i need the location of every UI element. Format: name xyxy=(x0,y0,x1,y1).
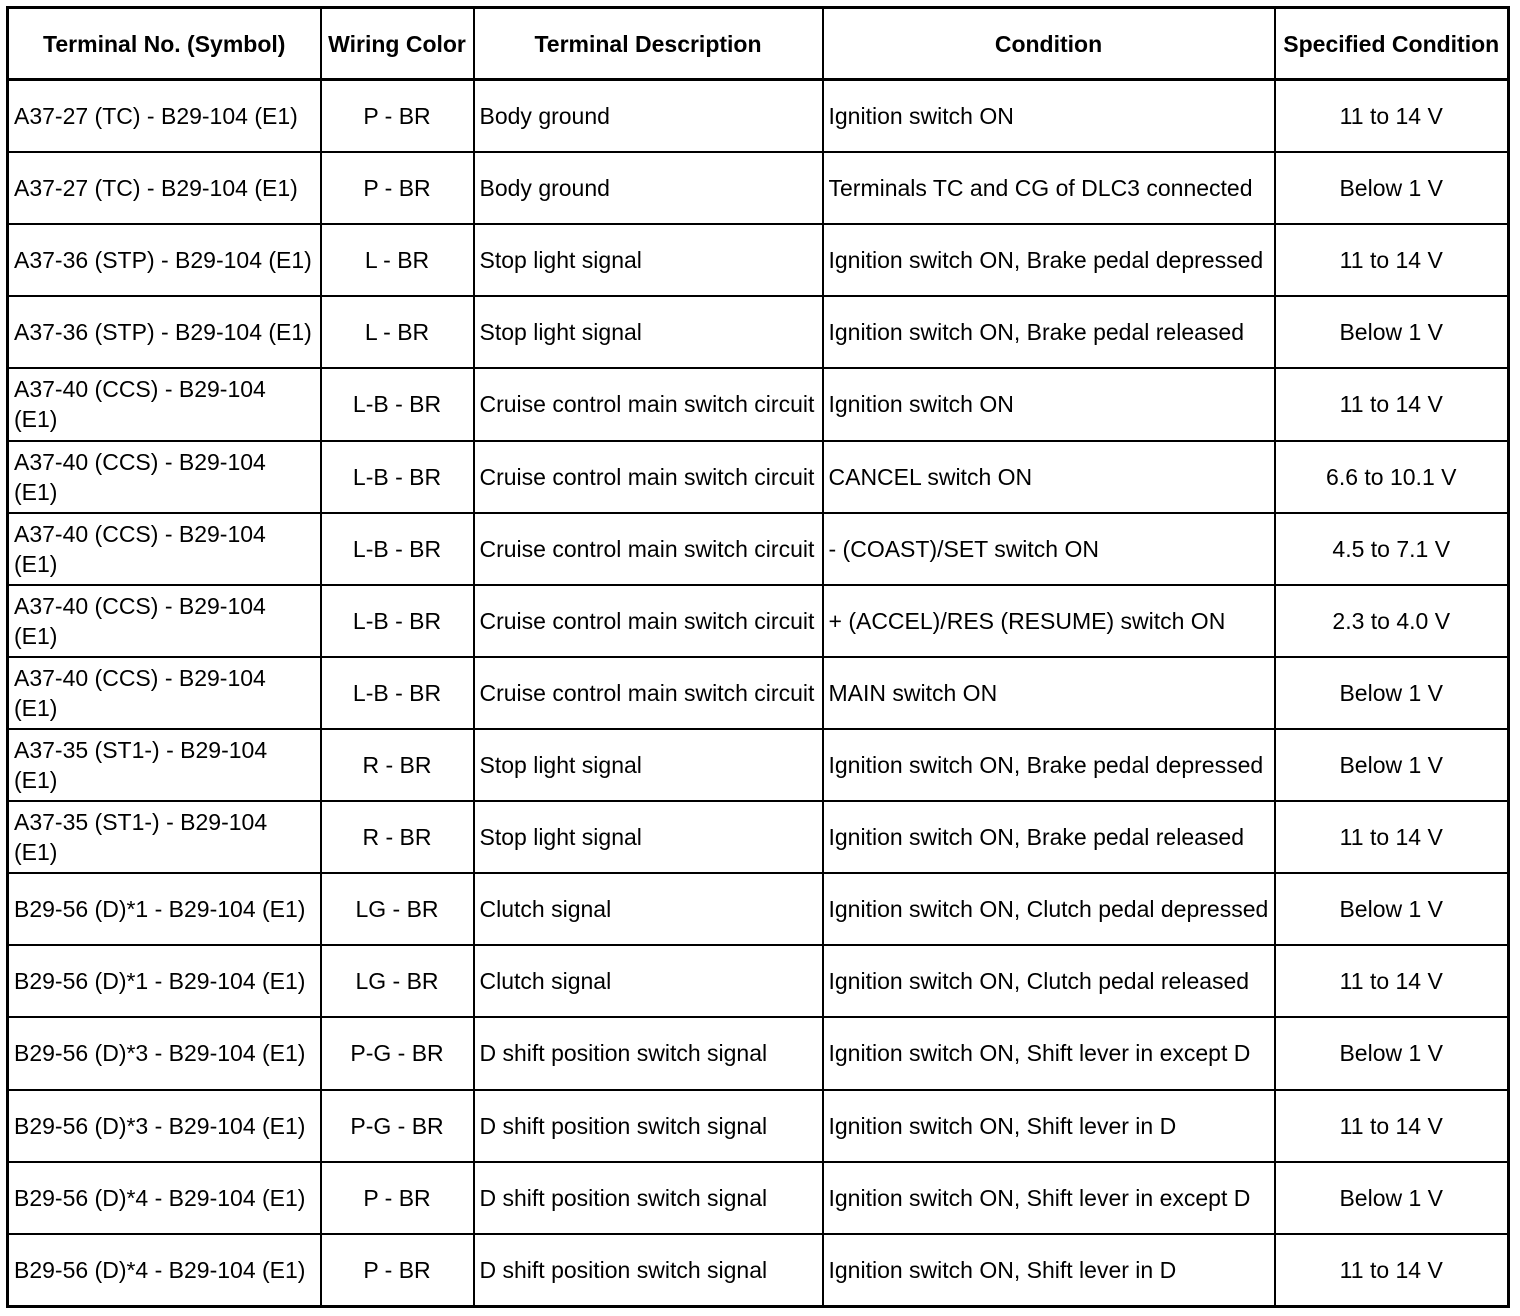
cell-specified-condition: Below 1 V xyxy=(1275,152,1509,224)
cell-wiring-color: L-B - BR xyxy=(321,441,474,513)
cell-condition: Ignition switch ON, Brake pedal released xyxy=(823,296,1275,368)
table-row xyxy=(8,513,1509,585)
cell-wiring-color: P - BR xyxy=(321,152,474,224)
cell-specified-condition: Below 1 V xyxy=(1275,1017,1509,1089)
cell-condition: + (ACCEL)/RES (RESUME) switch ON xyxy=(823,585,1275,657)
cell-terminal: B29-56 (D)*4 - B29-104 (E1) xyxy=(8,1162,321,1234)
cell-specified-condition: Below 1 V xyxy=(1275,729,1509,801)
cell-wiring-color: R - BR xyxy=(321,729,474,801)
table-header xyxy=(8,8,1509,80)
cell-specified-condition: 11 to 14 V xyxy=(1275,80,1509,153)
cell-terminal-description: D shift position switch signal xyxy=(474,1090,823,1162)
cell-wiring-color: L - BR xyxy=(321,296,474,368)
cell-condition: CANCEL switch ON xyxy=(823,441,1275,513)
cell-terminal-description: Cruise control main switch circuit xyxy=(474,585,823,657)
cell-terminal-description: Clutch signal xyxy=(474,873,823,945)
cell-wiring-color: P - BR xyxy=(321,1234,474,1307)
terminal-spec-table xyxy=(6,6,1510,1308)
table-row xyxy=(8,368,1509,440)
table-row xyxy=(8,80,1509,153)
table-row xyxy=(8,945,1509,1017)
cell-terminal-description: Stop light signal xyxy=(474,801,823,873)
table-row xyxy=(8,801,1509,873)
header-row xyxy=(8,8,1509,80)
table-row xyxy=(8,152,1509,224)
cell-condition: Terminals TC and CG of DLC3 connected xyxy=(823,152,1275,224)
cell-wiring-color: P-G - BR xyxy=(321,1090,474,1162)
cell-specified-condition: 11 to 14 V xyxy=(1275,368,1509,440)
cell-wiring-color: R - BR xyxy=(321,801,474,873)
table-row xyxy=(8,585,1509,657)
cell-specified-condition: 4.5 to 7.1 V xyxy=(1275,513,1509,585)
cell-terminal-description: Body ground xyxy=(474,80,823,153)
cell-condition: Ignition switch ON, Shift lever in except D xyxy=(823,1017,1275,1089)
cell-specified-condition: 6.6 to 10.1 V xyxy=(1275,441,1509,513)
cell-specified-condition: Below 1 V xyxy=(1275,1162,1509,1234)
table-row xyxy=(8,296,1509,368)
cell-terminal-description: Stop light signal xyxy=(474,729,823,801)
cell-terminal: B29-56 (D)*1 - B29-104 (E1) xyxy=(8,873,321,945)
cell-wiring-color: LG - BR xyxy=(321,945,474,1017)
cell-terminal: A37-40 (CCS) - B29-104 (E1) xyxy=(8,368,321,440)
cell-specified-condition: Below 1 V xyxy=(1275,296,1509,368)
cell-wiring-color: L-B - BR xyxy=(321,513,474,585)
cell-terminal: A37-35 (ST1-) - B29-104 (E1) xyxy=(8,729,321,801)
table-row xyxy=(8,441,1509,513)
cell-terminal: B29-56 (D)*3 - B29-104 (E1) xyxy=(8,1090,321,1162)
cell-terminal-description: D shift position switch signal xyxy=(474,1162,823,1234)
cell-terminal-description: D shift position switch signal xyxy=(474,1234,823,1307)
cell-terminal: B29-56 (D)*1 - B29-104 (E1) xyxy=(8,945,321,1017)
cell-specified-condition: Below 1 V xyxy=(1275,657,1509,729)
header-terminal-no: Terminal No. (Symbol) xyxy=(8,8,321,80)
cell-terminal: A37-40 (CCS) - B29-104 (E1) xyxy=(8,513,321,585)
header-condition: Condition xyxy=(823,8,1275,80)
cell-condition: Ignition switch ON, Shift lever in D xyxy=(823,1234,1275,1307)
cell-terminal: A37-35 (ST1-) - B29-104 (E1) xyxy=(8,801,321,873)
cell-condition: Ignition switch ON, Clutch pedal depressed xyxy=(823,873,1275,945)
table-body xyxy=(8,80,1509,1307)
cell-wiring-color: P-G - BR xyxy=(321,1017,474,1089)
cell-condition: Ignition switch ON, Brake pedal depressed xyxy=(823,224,1275,296)
cell-terminal: A37-27 (TC) - B29-104 (E1) xyxy=(8,80,321,153)
cell-condition: Ignition switch ON, Brake pedal depressed xyxy=(823,729,1275,801)
header-specified-condition: Specified Condition xyxy=(1275,8,1509,80)
cell-condition: Ignition switch ON, Clutch pedal released xyxy=(823,945,1275,1017)
cell-terminal: A37-40 (CCS) - B29-104 (E1) xyxy=(8,657,321,729)
cell-terminal-description: D shift position switch signal xyxy=(474,1017,823,1089)
cell-condition: Ignition switch ON xyxy=(823,368,1275,440)
cell-specified-condition: 2.3 to 4.0 V xyxy=(1275,585,1509,657)
cell-condition: MAIN switch ON xyxy=(823,657,1275,729)
cell-terminal: A37-27 (TC) - B29-104 (E1) xyxy=(8,152,321,224)
cell-terminal-description: Body ground xyxy=(474,152,823,224)
cell-condition: Ignition switch ON, Brake pedal released xyxy=(823,801,1275,873)
cell-wiring-color: LG - BR xyxy=(321,873,474,945)
cell-terminal: A37-40 (CCS) - B29-104 (E1) xyxy=(8,441,321,513)
cell-wiring-color: L-B - BR xyxy=(321,368,474,440)
table-row xyxy=(8,873,1509,945)
table-row xyxy=(8,224,1509,296)
table-row xyxy=(8,729,1509,801)
cell-specified-condition: 11 to 14 V xyxy=(1275,1090,1509,1162)
cell-terminal-description: Cruise control main switch circuit xyxy=(474,441,823,513)
cell-wiring-color: P - BR xyxy=(321,1162,474,1234)
cell-wiring-color: L - BR xyxy=(321,224,474,296)
cell-terminal: B29-56 (D)*3 - B29-104 (E1) xyxy=(8,1017,321,1089)
cell-specified-condition: 11 to 14 V xyxy=(1275,224,1509,296)
cell-condition: Ignition switch ON, Shift lever in except D xyxy=(823,1162,1275,1234)
cell-specified-condition: 11 to 14 V xyxy=(1275,945,1509,1017)
cell-specified-condition: Below 1 V xyxy=(1275,873,1509,945)
cell-specified-condition: 11 to 14 V xyxy=(1275,801,1509,873)
cell-terminal: A37-36 (STP) - B29-104 (E1) xyxy=(8,224,321,296)
cell-condition: - (COAST)/SET switch ON xyxy=(823,513,1275,585)
table-row xyxy=(8,657,1509,729)
cell-terminal: A37-40 (CCS) - B29-104 (E1) xyxy=(8,585,321,657)
cell-terminal-description: Stop light signal xyxy=(474,224,823,296)
table-row xyxy=(8,1017,1509,1089)
table-row xyxy=(8,1162,1509,1234)
header-terminal-description: Terminal Description xyxy=(474,8,823,80)
cell-specified-condition: 11 to 14 V xyxy=(1275,1234,1509,1307)
header-wiring-color: Wiring Color xyxy=(321,8,474,80)
table-row xyxy=(8,1234,1509,1307)
cell-terminal: B29-56 (D)*4 - B29-104 (E1) xyxy=(8,1234,321,1307)
cell-terminal-description: Cruise control main switch circuit xyxy=(474,513,823,585)
cell-condition: Ignition switch ON xyxy=(823,80,1275,153)
cell-terminal-description: Clutch signal xyxy=(474,945,823,1017)
cell-wiring-color: L-B - BR xyxy=(321,585,474,657)
cell-terminal-description: Cruise control main switch circuit xyxy=(474,657,823,729)
cell-terminal: A37-36 (STP) - B29-104 (E1) xyxy=(8,296,321,368)
table-row xyxy=(8,1090,1509,1162)
cell-wiring-color: L-B - BR xyxy=(321,657,474,729)
cell-terminal-description: Stop light signal xyxy=(474,296,823,368)
cell-terminal-description: Cruise control main switch circuit xyxy=(474,368,823,440)
cell-wiring-color: P - BR xyxy=(321,80,474,153)
cell-condition: Ignition switch ON, Shift lever in D xyxy=(823,1090,1275,1162)
